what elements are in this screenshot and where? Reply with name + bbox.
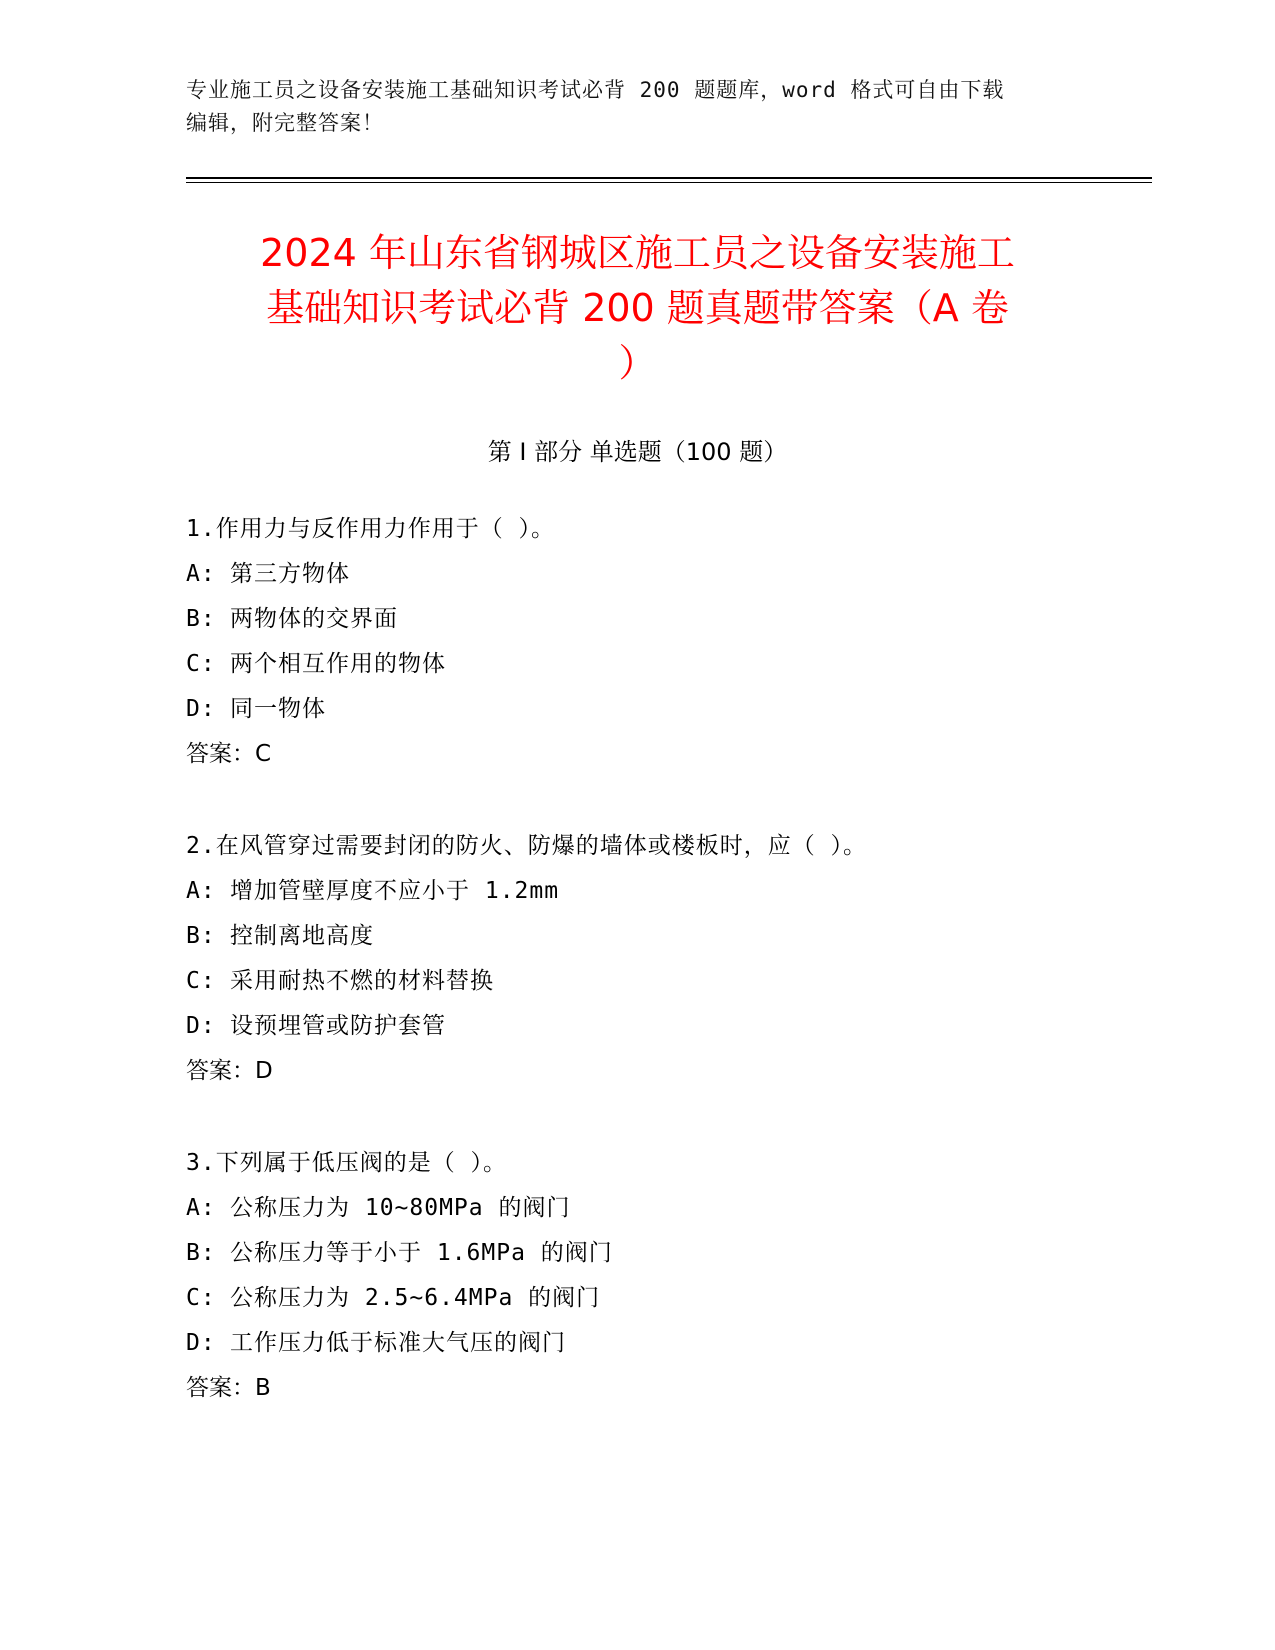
document-title xyxy=(150,226,1125,391)
question-stem: 1.作用力与反作用力作用于（ ）。 xyxy=(186,516,556,542)
document-title-line-2: 基础知识考试必背 200 题真题带答案（A 卷 xyxy=(266,286,1009,330)
option-text: 公称压力为 10~80MPa 的阀门 xyxy=(230,1195,571,1221)
option-text: 控制离地高度 xyxy=(230,923,374,949)
document-title-line-1: 2024 年山东省钢城区施工员之设备安装施工 xyxy=(260,231,1015,275)
answer-value: D xyxy=(255,1058,273,1084)
question-3 xyxy=(186,1141,1136,1411)
document-title-line-3: ） xyxy=(618,341,657,385)
option-c xyxy=(186,1276,1136,1321)
option-key: B: xyxy=(186,1240,216,1266)
answer-line xyxy=(186,732,1136,777)
option-key: B: xyxy=(186,606,216,632)
answer-prefix: 答案： xyxy=(186,1058,255,1084)
answer-prefix: 答案： xyxy=(186,1375,255,1401)
option-c xyxy=(186,642,1136,687)
option-text: 公称压力为 2.5~6.4MPa 的阀门 xyxy=(230,1285,601,1311)
option-a xyxy=(186,552,1136,597)
answer-value: B xyxy=(255,1375,271,1401)
option-text: 第三方物体 xyxy=(230,561,350,587)
option-text: 公称压力等于小于 1.6MPa 的阀门 xyxy=(230,1240,613,1266)
option-key: C: xyxy=(186,651,216,677)
option-text: 工作压力低于标准大气压的阀门 xyxy=(230,1330,566,1356)
option-key: A: xyxy=(186,561,216,587)
option-key: A: xyxy=(186,1195,216,1221)
header-note-line-1: 专业施工员之设备安装施工基础知识考试必背 200 题题库，word 格式可自由下载 xyxy=(186,78,1005,102)
option-key: C: xyxy=(186,1285,216,1311)
option-text: 两个相互作用的物体 xyxy=(230,651,446,677)
option-key: D: xyxy=(186,1013,216,1039)
question-1 xyxy=(186,507,1136,777)
option-text: 两物体的交界面 xyxy=(230,606,398,632)
option-d xyxy=(186,687,1136,732)
option-d xyxy=(186,1321,1136,1366)
option-text: 同一物体 xyxy=(230,696,326,722)
header-divider-thick xyxy=(186,177,1152,179)
option-key: A: xyxy=(186,878,216,904)
option-key: B: xyxy=(186,923,216,949)
option-a xyxy=(186,1186,1136,1231)
header-note-line-2: 编辑，附完整答案！ xyxy=(186,111,384,135)
option-a xyxy=(186,869,1136,914)
option-text: 采用耐热不燃的材料替换 xyxy=(230,968,494,994)
option-b xyxy=(186,914,1136,959)
option-key: D: xyxy=(186,1330,216,1356)
option-text: 增加管壁厚度不应小于 1.2mm xyxy=(230,878,560,904)
answer-value: C xyxy=(255,741,272,767)
answer-line xyxy=(186,1049,1136,1094)
option-key: D: xyxy=(186,696,216,722)
option-c xyxy=(186,959,1136,1004)
question-2 xyxy=(186,824,1136,1094)
option-d xyxy=(186,1004,1136,1049)
option-b xyxy=(186,1231,1136,1276)
question-stem: 2.在风管穿过需要封闭的防火、防爆的墙体或楼板时，应（ ）。 xyxy=(186,833,868,859)
option-text: 设预埋管或防护套管 xyxy=(230,1013,446,1039)
option-b xyxy=(186,597,1136,642)
section-heading: 第 I 部分 单选题（100 题） xyxy=(487,438,788,466)
answer-line xyxy=(186,1366,1136,1411)
header-note xyxy=(186,74,1086,140)
header-divider-thin xyxy=(186,182,1152,183)
question-stem: 3.下列属于低压阀的是（ ）。 xyxy=(186,1150,508,1176)
option-key: C: xyxy=(186,968,216,994)
answer-prefix: 答案： xyxy=(186,741,255,767)
